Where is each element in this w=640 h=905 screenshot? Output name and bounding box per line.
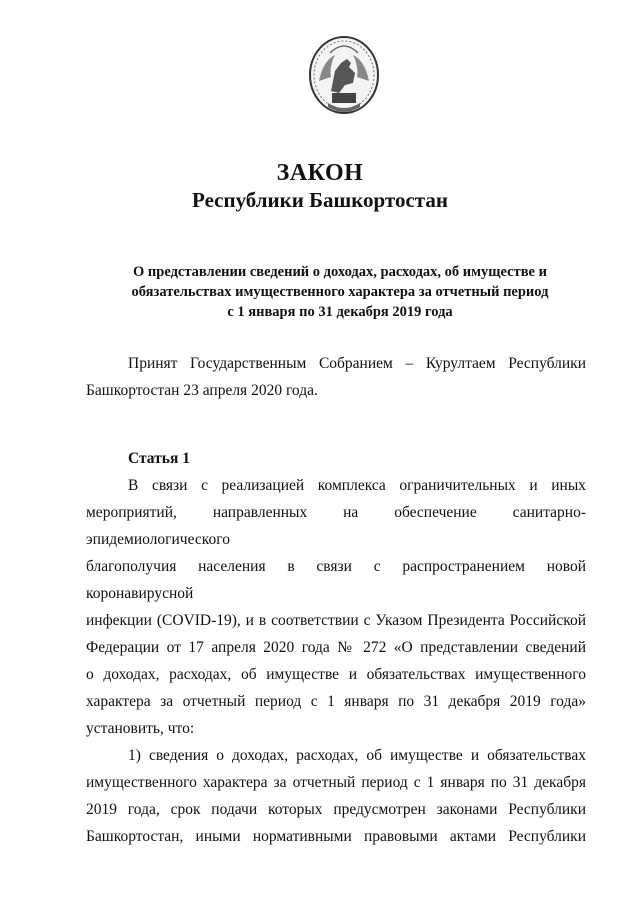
article-line: Федерации от 17 апреля 2020 года № 272 «О представлении сведений: [86, 639, 586, 656]
adoption-line: Принят Государственным Собранием – Курултаем Республики: [128, 355, 586, 372]
adoption-line: Башкортостан 23 апреля 2020 года.: [86, 382, 318, 399]
article-line: характера за отчетный период с 1 января по 31 декабря 2019 года»: [86, 693, 586, 710]
article-line: имущественного характера за отчетный период с 1 января по 31 декабря: [86, 774, 586, 791]
coat-of-arms-emblem: [305, 33, 383, 123]
article-line: Башкортостан, иными нормативными правовыми актами Республики: [86, 828, 586, 845]
subject-line: обязательствах имущественного характера за отчетный период: [131, 284, 549, 300]
adoption-statement: [86, 350, 586, 404]
list-item-line: 1) сведения о доходах, расходах, об имуществе и обязательствах: [128, 747, 586, 764]
document-subtitle: Республики Башкортостан: [192, 188, 448, 212]
article-body: [86, 472, 586, 850]
article-line: В связи с реализацией комплекса ограничительных и иных: [128, 477, 586, 494]
law-subject: [100, 262, 580, 322]
subject-line: О представлении сведений о доходах, расходах, об имуществе и: [133, 264, 547, 280]
article-title: Статья 1: [128, 450, 190, 467]
article-line: благополучия населения в связи с распространением новой коронавирусной: [86, 558, 586, 602]
article-line: установить, что:: [86, 720, 195, 737]
document-title: ЗАКОН: [276, 160, 364, 186]
article-line: инфекции (COVID-19), и в соответствии с Указом Президента Российской: [86, 612, 586, 629]
article-line: 2019 года, срок подачи которых предусмотрен законами Республики: [86, 801, 586, 818]
subject-line: с 1 января по 31 декабря 2019 года: [227, 304, 453, 320]
article-line: мероприятий, направленных на обеспечение санитарно-эпидемиологического: [86, 504, 586, 548]
article-line: о доходах, расходах, об имуществе и обязательствах имущественного: [86, 666, 586, 683]
